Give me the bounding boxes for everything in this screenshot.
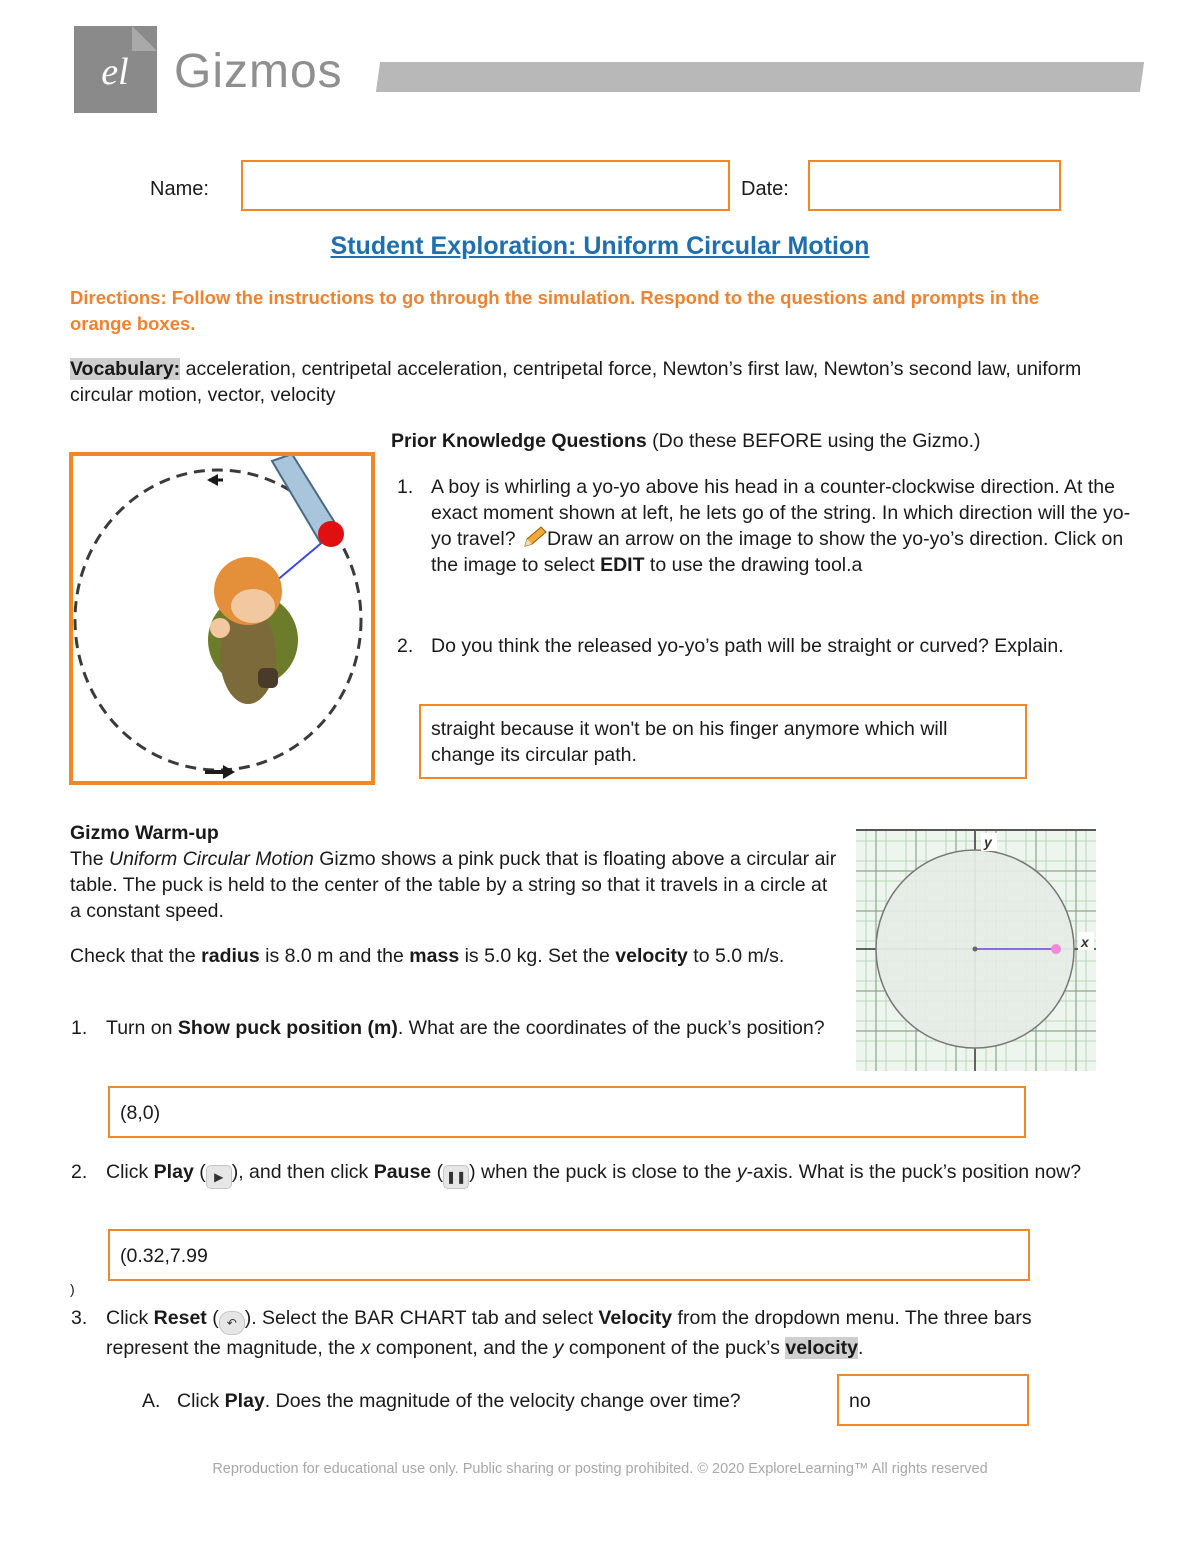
prior-knowledge-heading: Prior Knowledge Questions [391,430,647,452]
wu-q1-text [106,1015,836,1041]
pk-q1-text-a: A boy is whirling a yo-yo above his head in a counter-clockwise direction. At the exact moment shown at left, he lets go of the string. In which direction will the yo-yo travel? [431,476,1131,550]
header-bar [376,62,1144,92]
reset-icon: ↶ [219,1311,245,1335]
wu-q3-velocity-highlight: velocity [785,1337,858,1359]
warmup-intro-italic: Uniform Circular Motion [109,848,314,870]
boy-icon [208,557,298,704]
wu-q2-text-end-b: -axis. What is the puck’s position now? [746,1161,1082,1183]
wu-q1-text-a: Turn on [106,1017,178,1039]
wu-q2-text-mid: ), and then click [231,1161,374,1183]
directions-text: Directions: Follow the instructions to go through the simulation. Respond to the questions and prompts in the orange boxes. [70,287,1040,334]
pk-q2-answer: straight because it won't be on his finger anymore which will change its circular path. [431,718,948,766]
wu-q3-paren: ( [206,1307,219,1329]
gizmo-sim-image [856,829,1096,1071]
pk-q2-text: Do you think the released yo-yo’s path will be straight or curved? Explain. [431,635,1064,657]
pk-q1-text-c: to use the drawing tool.a [644,554,863,576]
warmup-intro-b: Gizmo shows a pink puck that is floating above a circular air table. The puck is held to the center of the table by a string so that it travels in a circle at a constant speed. [70,848,837,922]
pk-q1-text [431,474,1143,578]
arrow-top-icon [207,474,218,486]
pk-q2-answer-box[interactable] [419,704,1027,779]
wu-q3-number: 3. [71,1307,88,1329]
warmup-heading: Gizmo Warm-up [70,822,219,844]
axis-x-label: x [1081,934,1089,950]
wu-q3-text-b: from the dropdown menu. The three bars represent the magnitude, the [106,1307,1032,1359]
pencil-icon [521,526,547,548]
wu-q2-paren: ( [193,1161,206,1183]
wu-q3-text [106,1305,1106,1361]
check-radius: radius [201,945,260,967]
yoyo-image[interactable] [69,452,375,785]
date-label: Date: [741,178,789,200]
wu-q1-bold: Show puck position (m) [177,1017,398,1039]
wu-q3a-click: Click [177,1390,225,1412]
wu-q2-text-end-a: ) when the puck is close to the [469,1161,737,1183]
check-velocity: velocity [615,945,688,967]
wu-q1-answer: (8,0) [120,1102,161,1124]
wu-q3-y: y [553,1337,564,1359]
wu-q3-velocity: Velocity [598,1307,673,1329]
warmup-intro [70,846,840,924]
wu-q3-text-e: . [857,1337,864,1359]
wu-q3a-text-rest: . Does the magnitude of the velocity change over time? [264,1390,741,1412]
page-title: Student Exploration: Uniform Circular Motion [330,232,870,260]
wu-q3-text-a: ). Select the BAR CHART tab and select [244,1307,599,1329]
wu-q2-play: Play [153,1161,194,1183]
wu-q3a-text [177,1388,827,1414]
puck-icon [1051,944,1061,954]
wu-q2-pause: Pause [373,1161,432,1183]
sim-grid [856,831,1096,1071]
pk-q2-number: 2. [397,635,414,657]
wu-q1-answer-box[interactable] [108,1086,1026,1138]
wu-q3-reset: Reset [153,1307,207,1329]
name-label: Name: [150,178,209,200]
check-mass: mass [409,945,460,967]
check-d: to 5.0 m/s. [687,945,785,967]
vocabulary [70,356,1130,408]
check-a: Check that the [70,945,202,967]
wu-q3a-answer: no [849,1390,871,1412]
yoyo-icon [318,521,344,547]
wu-q2-answer: (0.32,7.99 [120,1245,208,1267]
warmup-intro-a: The [70,848,110,870]
wu-q2-stray-text: ) [70,1281,75,1297]
axis-y-label: y [984,834,992,850]
wu-q1-text-b: . What are the coordinates of the puck’s position? [397,1017,825,1039]
wu-q3-text-c: component, and the [370,1337,554,1359]
wu-q2-answer-box[interactable] [108,1229,1030,1281]
pk-q1-number: 1. [397,476,414,498]
vocabulary-terms: acceleration, centripetal acceleration, centripetal force, Newton’s first law, Newton’s second law, uniform circular motion, vector, velocity [70,358,1082,406]
wu-q3-click: Click [106,1307,154,1329]
brand-name: Gizmos [174,45,343,98]
wu-q3-text-d: component of the puck’s [563,1337,786,1359]
check-c: is 5.0 kg. Set the [459,945,616,967]
warmup-check [70,943,830,969]
pause-icon: ❚❚ [443,1165,469,1189]
wu-q1-number: 1. [71,1017,88,1039]
vocabulary-label: Vocabulary: [70,358,181,380]
wu-q2-y: y [736,1161,747,1183]
pk-q1-text-b: Draw an arrow on the image to show the yo-yo’s direction. Click on the image to select [431,528,1124,576]
date-field[interactable] [808,160,1061,211]
arrow-bottom-icon [223,765,235,779]
prior-knowledge-note: (Do these BEFORE using the Gizmo.) [646,430,981,452]
play-icon: ▶ [206,1165,232,1189]
wu-q2-number: 2. [71,1161,88,1183]
logo-mark-text: el [101,51,129,93]
footer-copyright: Reproduction for educational use only. Public sharing or posting prohibited. © 2020 ExploreLearning™ All rights reserved [212,1461,988,1477]
wu-q2-text [106,1159,1096,1189]
wu-q3-x: x [360,1337,371,1359]
prior-knowledge-header [391,428,1151,454]
wu-q3a-letter: A. [142,1390,161,1412]
yoyo-diagram [73,456,371,781]
pk-q1-edit-word: EDIT [600,554,645,576]
check-b: is 8.0 m and the [259,945,410,967]
wu-q2-pause-paren: ( [431,1161,444,1183]
name-field[interactable] [241,160,730,211]
wu-q2-click: Click [106,1161,154,1183]
wu-q3a-play: Play [224,1390,265,1412]
wu-q3a-answer-box[interactable] [837,1374,1029,1426]
gizmos-logo-mark [74,26,157,113]
